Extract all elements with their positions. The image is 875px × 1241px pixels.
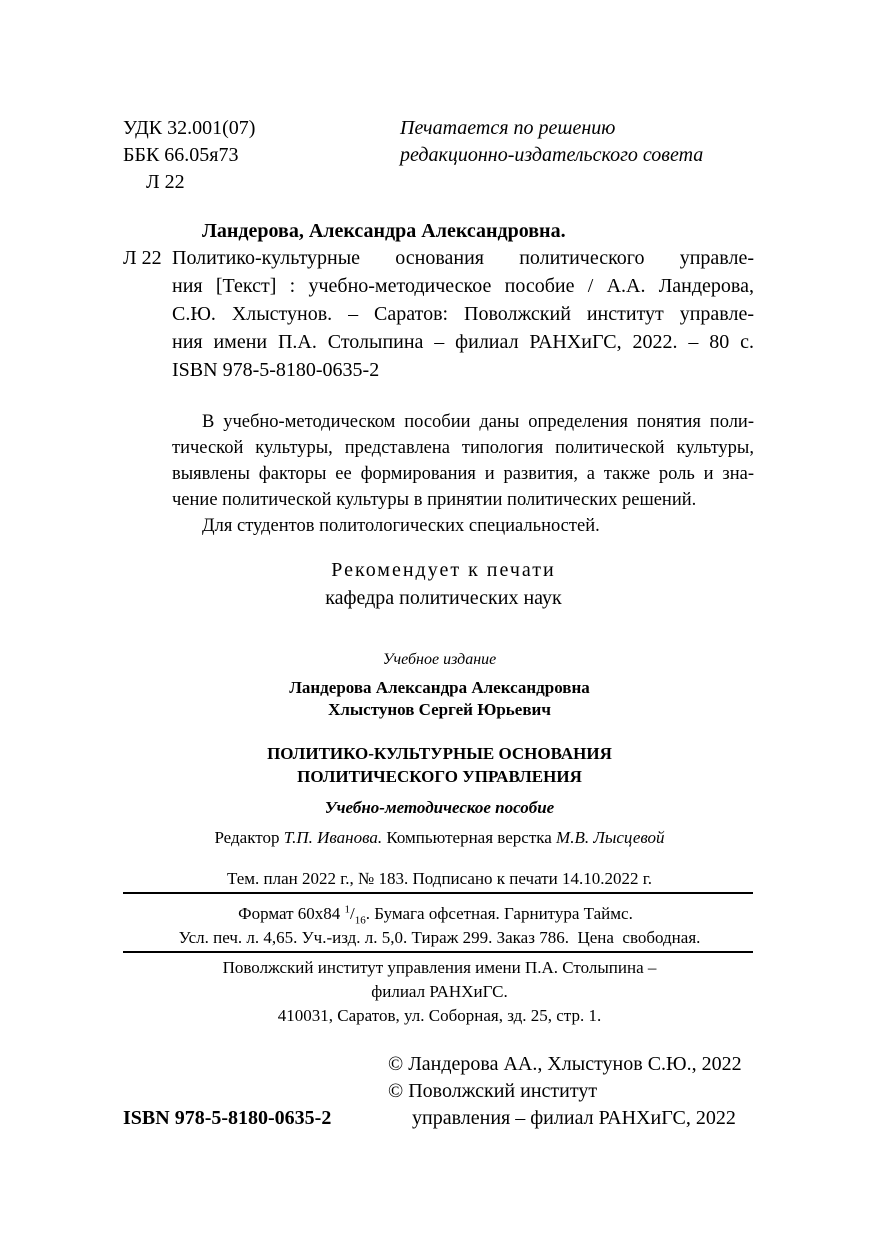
- edition-type: Учебное издание: [382, 651, 497, 668]
- bib-line: ния имени П.А. Столыпина – филиал РАНХиГС, 2022. – 80 с.: [172, 331, 754, 353]
- copyright-institute: © Поволжский институт: [388, 1080, 598, 1102]
- abstract-line: чение политической культуры в принятии политических решений.: [172, 490, 697, 510]
- author-mark: Л 22: [146, 171, 185, 193]
- footer-isbn: ISBN 978-5-8180-0635-2: [123, 1107, 332, 1129]
- format-denominator: 16: [354, 914, 366, 927]
- imprint-author1: Ландерова Александра Александровна: [289, 678, 590, 697]
- bib-code: Л 22: [123, 247, 162, 269]
- imprint-title2: ПОЛИТИЧЕСКОГО УПРАВЛЕНИЯ: [297, 767, 582, 786]
- divider: [123, 892, 753, 894]
- abstract-line: тической культуры, представлена типология политической культуры,: [172, 438, 754, 458]
- bib-line: С.Ю. Хлыстунов. – Саратов: Поволжский институт управле-: [172, 303, 754, 325]
- bbk-code: ББК 66.05я73: [123, 144, 239, 166]
- format-suffix: . Бумага офсетная. Гарнитура Таймс.: [365, 904, 633, 923]
- recommend-line2: кафедра политических наук: [325, 587, 562, 609]
- layout-label: Компьютерная верстка: [386, 828, 552, 847]
- plan-line: Тем. план 2022 г., № 183. Подписано к печати 14.10.2022 г.: [226, 869, 653, 888]
- bib-author: Ландерова, Александра Александровна.: [202, 220, 566, 242]
- format-line: Формат 60х84 $^1/_{16}$. Бумага офсетная. Гарнитура Таймс.: [238, 903, 633, 927]
- editor-label: Редактор: [214, 828, 280, 847]
- publisher-line1: Поволжский институт управления имени П.А. Столыпина –: [222, 958, 657, 977]
- print-note-line2: редакционно-издательского совета: [400, 144, 704, 166]
- copyright-authors: © Ландерова АА., Хлыстунов С.Ю., 2022: [388, 1053, 742, 1075]
- recommend-line1: Рекомендует к печати: [331, 559, 556, 581]
- abstract-line: выявлены факторы ее формирования и развития, а также роль и зна-: [172, 464, 754, 484]
- imprint-subtitle: Учебно-методическое пособие: [324, 798, 555, 817]
- editor-line: [2, 826, 875, 850]
- editor-name: Т.П. Иванова.: [283, 828, 383, 847]
- print-details: Усл. печ. л. 4,65. Уч.-изд. л. 5,0. Тираж 299. Заказ 786. Цена свободная.: [178, 928, 701, 947]
- print-note-line1: Печатается по решению: [400, 117, 616, 139]
- layout-name: М.В. Лысцевой: [556, 828, 665, 847]
- bib-isbn: ISBN 978-5-8180-0635-2: [172, 359, 380, 381]
- copyright-institute-cont: управления – филиал РАНХиГС, 2022: [412, 1107, 736, 1129]
- divider: [123, 951, 753, 953]
- format-prefix: Формат 60х84: [238, 904, 341, 923]
- publisher-line2: филиал РАНХиГС.: [371, 982, 508, 1001]
- imprint-author2: Хлыстунов Сергей Юрьевич: [328, 700, 551, 719]
- publisher-address: 410031, Саратов, ул. Соборная, зд. 25, стр. 1.: [277, 1006, 602, 1025]
- bib-line: ния [Текст] : учебно-методическое пособие / А.А. Ландерова,: [172, 275, 754, 297]
- imprint-title1: ПОЛИТИКО-КУЛЬТУРНЫЕ ОСНОВАНИЯ: [267, 744, 612, 763]
- format-numerator: 1: [344, 903, 351, 916]
- abstract-line: В учебно-методическом пособии даны определения понятия поли-: [202, 412, 754, 432]
- udk-code: УДК 32.001(07): [123, 117, 256, 139]
- bib-line: Политико-культурные основания политического управле-: [172, 247, 754, 269]
- abstract-audience: Для студентов политологических специальностей.: [202, 516, 600, 536]
